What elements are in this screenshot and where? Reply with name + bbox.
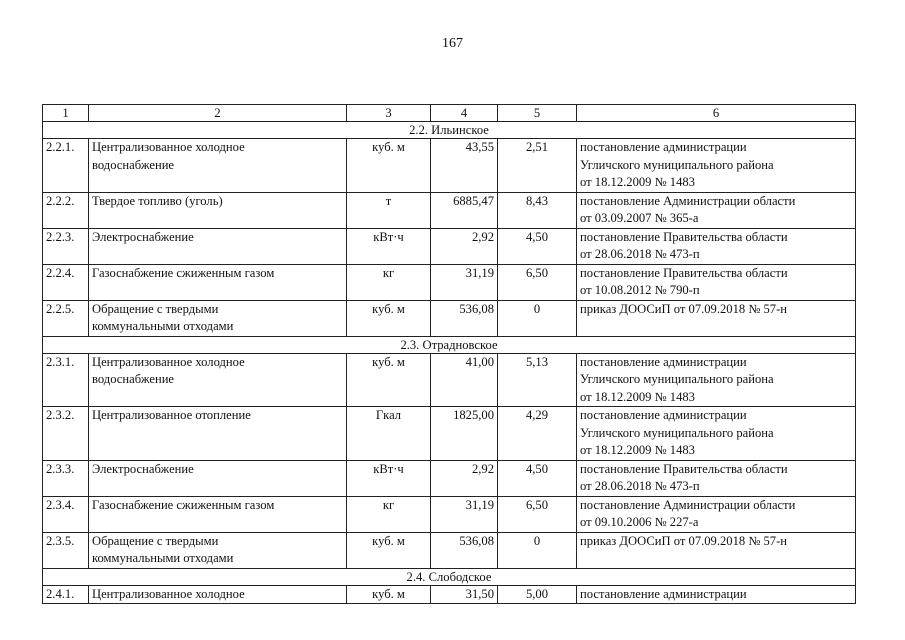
legal-basis-line: постановление администрации [580, 354, 747, 369]
legal-basis-line: Угличского муниципального района [580, 425, 774, 440]
legal-basis-line: от 28.06.2018 № 473-п [580, 247, 700, 261]
legal-basis-line: от 28.06.2018 № 473-п [580, 479, 700, 493]
legal-basis-line: постановление администрации [580, 408, 747, 422]
service-name [89, 532, 347, 568]
column-number: 5 [498, 105, 577, 122]
legal-basis [577, 585, 856, 604]
legal-basis [577, 532, 856, 568]
volume-value: 536,08 [431, 300, 498, 336]
legal-basis [577, 264, 856, 300]
tariff-value: 6,50 [498, 264, 577, 300]
volume-value: 536,08 [431, 532, 498, 568]
volume-value: 31,50 [431, 585, 498, 604]
legal-basis-line: постановление Правительства области [580, 461, 788, 476]
legal-basis-line: Угличского муниципального района [580, 157, 774, 172]
legal-basis-line: постановление Правительства области [580, 265, 788, 280]
unit: Гкал [347, 407, 431, 461]
tariff-value: 5,13 [498, 353, 577, 407]
legal-basis-line: от 09.10.2006 № 227-а [580, 515, 699, 529]
legal-basis-line: постановление администрации [580, 586, 747, 601]
legal-basis [577, 460, 856, 496]
row-code: 2.2.4. [43, 264, 89, 300]
volume-value: 1825,00 [431, 407, 498, 461]
unit: кВт·ч [347, 460, 431, 496]
volume-value: 6885,47 [431, 192, 498, 228]
tariff-value: 0 [498, 532, 577, 568]
legal-basis [577, 407, 856, 461]
tariff-table [42, 104, 856, 604]
unit: кг [347, 264, 431, 300]
legal-basis [577, 496, 856, 532]
column-number: 4 [431, 105, 498, 122]
service-name-line: водоснабжение [92, 157, 175, 172]
section-header-row [43, 336, 856, 353]
row-code: 2.2.1. [43, 139, 89, 193]
tariff-value: 4,50 [498, 460, 577, 496]
tariff-value: 2,51 [498, 139, 577, 193]
service-name [89, 496, 347, 532]
volume-value: 31,19 [431, 496, 498, 532]
page-number: 167 [442, 36, 463, 51]
table-row [43, 264, 856, 300]
legal-basis-line: от 18.12.2009 № 1483 [580, 389, 695, 404]
legal-basis-line: Угличского муниципального района [580, 372, 774, 386]
legal-basis-line: постановление Администрации области [580, 193, 796, 208]
tariff-value: 4,29 [498, 407, 577, 461]
unit: куб. м [347, 532, 431, 568]
service-name-line: Газоснабжение сжиженным газом [92, 265, 275, 280]
tariff-value: 8,43 [498, 192, 577, 228]
unit: куб. м [347, 353, 431, 407]
service-name [89, 264, 347, 300]
unit: кВт·ч [347, 228, 431, 264]
legal-basis-line: постановление администрации [580, 140, 747, 154]
row-code: 2.3.1. [43, 353, 89, 407]
legal-basis-line: от 18.12.2009 № 1483 [580, 175, 695, 189]
service-name-line: Газоснабжение сжиженным газом [92, 497, 275, 512]
table-row [43, 496, 856, 532]
service-name-line: Централизованное холодное [92, 586, 245, 601]
tariff-table-body [43, 105, 856, 604]
service-name-line: коммунальными отходами [92, 551, 234, 565]
unit: кг [347, 496, 431, 532]
legal-basis-line: приказ ДООСиП от 07.09.2018 № 57-н [580, 301, 788, 316]
legal-basis [577, 300, 856, 336]
tariff-value: 5,00 [498, 585, 577, 604]
column-number: 6 [577, 105, 856, 122]
section-header-row [43, 122, 856, 139]
section-title: 2.2. Ильинское [43, 122, 856, 139]
service-name-line: Электроснабжение [92, 229, 194, 244]
unit: т [347, 192, 431, 228]
table-row [43, 532, 856, 568]
legal-basis-line: от 18.12.2009 № 1483 [580, 443, 695, 457]
column-number: 1 [43, 105, 89, 122]
legal-basis-line: от 03.09.2007 № 365-а [580, 211, 699, 225]
service-name-line: Централизованное холодное [92, 354, 245, 369]
service-name [89, 460, 347, 496]
service-name [89, 192, 347, 228]
table-row [43, 192, 856, 228]
legal-basis [577, 353, 856, 407]
volume-value: 41,00 [431, 353, 498, 407]
row-code: 2.3.2. [43, 407, 89, 461]
tariff-value: 6,50 [498, 496, 577, 532]
table-row [43, 585, 856, 604]
unit: куб. м [347, 139, 431, 193]
service-name [89, 300, 347, 336]
table-row [43, 139, 856, 193]
legal-basis [577, 228, 856, 264]
table-row [43, 353, 856, 407]
table-row [43, 228, 856, 264]
service-name-line: Централизованное холодное [92, 140, 245, 154]
section-title: 2.3. Отрадновское [43, 336, 856, 353]
legal-basis-line: от 10.08.2012 № 790-п [580, 283, 700, 297]
legal-basis-line: постановление Правительства области [580, 229, 788, 244]
row-code: 2.2.3. [43, 228, 89, 264]
service-name [89, 139, 347, 193]
service-name-line: Обращение с твердыми [92, 301, 219, 316]
section-title: 2.4. Слободское [43, 568, 856, 585]
column-number-row [43, 105, 856, 122]
row-code: 2.2.5. [43, 300, 89, 336]
column-number: 3 [347, 105, 431, 122]
table-row [43, 460, 856, 496]
row-code: 2.3.5. [43, 532, 89, 568]
row-code: 2.3.4. [43, 496, 89, 532]
table-row [43, 300, 856, 336]
service-name [89, 228, 347, 264]
row-code: 2.2.2. [43, 192, 89, 228]
legal-basis-line: приказ ДООСиП от 07.09.2018 № 57-н [580, 533, 788, 548]
row-code: 2.3.3. [43, 460, 89, 496]
tariff-value: 4,50 [498, 228, 577, 264]
volume-value: 43,55 [431, 139, 498, 193]
legal-basis [577, 192, 856, 228]
service-name-line: Централизованное отопление [92, 408, 251, 422]
section-header-row [43, 568, 856, 585]
volume-value: 2,92 [431, 460, 498, 496]
service-name [89, 407, 347, 461]
service-name-line: коммунальными отходами [92, 319, 234, 333]
service-name-line: водоснабжение [92, 372, 175, 386]
unit: куб. м [347, 585, 431, 604]
service-name-line: Обращение с твердыми [92, 533, 219, 548]
legal-basis-line: постановление Администрации области [580, 497, 796, 512]
table-row [43, 407, 856, 461]
service-name [89, 353, 347, 407]
service-name-line: Электроснабжение [92, 461, 194, 476]
unit: куб. м [347, 300, 431, 336]
tariff-value: 0 [498, 300, 577, 336]
column-number: 2 [89, 105, 347, 122]
service-name [89, 585, 347, 604]
volume-value: 31,19 [431, 264, 498, 300]
volume-value: 2,92 [431, 228, 498, 264]
row-code: 2.4.1. [43, 585, 89, 604]
service-name-line: Твердое топливо (уголь) [92, 193, 223, 208]
legal-basis [577, 139, 856, 193]
